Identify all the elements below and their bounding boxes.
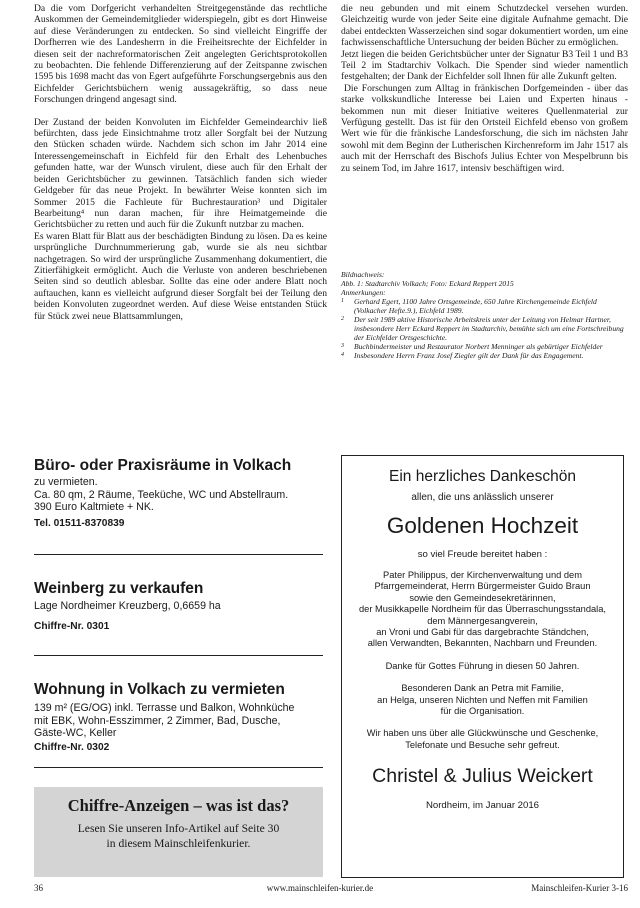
ad-phone: Tel. 01511-8370839 xyxy=(34,517,125,529)
ad-title: Weinberg zu verkaufen xyxy=(34,580,204,597)
ad-divider xyxy=(34,767,323,768)
footnote-number: 3 xyxy=(341,343,344,349)
issue-label: Mainschleifen-Kurier 3-16 xyxy=(531,883,628,893)
chiffre-box-line: in diesem Mainschleifenkurier. xyxy=(106,836,251,850)
ad-line: Gäste-WC, Keller xyxy=(34,727,117,740)
article-paragraph: Der Zustand der beiden Konvoluten im Eichfelder Gemeindearchiv ließ befürchten, dass jede Einsichtnahme trotz aller Sorgfalt bei der Nutzung den Stücken schaden würde. Nachdem sich schon im Jahr 2014 eine Interessengemeinschaft in Eichfeld für den Erhalt des Lehenbuches gefunden hatte, war der Wunsch virulent, diese auch für den Erhalt der beiden Gerichtsbücher zu gewinnen. Tatsächlich fanden sich wieder Geldgeber für das neue Projekt. In bewährter Weise konnten sich im Sommer 2015 die Fachleute für Buchrestauration³ und Digitaler Bearbeitung⁴ nun daran machen, für ihre Heimatgemeinde die Gerichtsbücher zu retten und auch für die Zukunft nutzbar zu machen. xyxy=(34,116,327,231)
thanks-line: für die Organisation. xyxy=(440,706,525,717)
footnote-number: 1 xyxy=(341,298,344,304)
ad-office-rental xyxy=(34,456,323,530)
thanks-line: Danke für Gottes Führung in diesen 50 Jahren. xyxy=(385,660,580,671)
thanks-line: Pater Philippus, der Kirchenverwaltung und dem xyxy=(383,570,582,580)
thanks-paragraph xyxy=(342,683,623,717)
article-left-column xyxy=(34,3,327,322)
footnote-text: Buchbindermeister und Restaurator Norbert Menninger als gebürtiger Eichfelder xyxy=(354,342,603,351)
footnote xyxy=(341,315,628,342)
thanks-line: Pfarrgemeinderat, Herrn Bürgermeister Guido Braun xyxy=(374,581,591,592)
footer-url[interactable]: www.mainschleifen-kurier.de xyxy=(266,883,374,893)
thanks-subheading: allen, die uns anlässlich unserer xyxy=(411,492,554,503)
ad-chiffre: Chiffre-Nr. 0301 xyxy=(34,620,110,632)
chiffre-box-line: Lesen Sie unseren Info-Artikel auf Seite 30 xyxy=(77,822,280,835)
chiffre-box-title: Chiffre-Anzeigen – was ist das? xyxy=(67,796,290,815)
thanks-paragraph xyxy=(342,570,623,650)
ad-divider xyxy=(34,554,323,555)
thanks-line: Telefonate und Besuche sehr gefreut. xyxy=(405,739,560,750)
thanks-line: Wir haben uns über alle Glückwünsche und Geschenke, xyxy=(366,728,599,739)
article-paragraph: Jetzt liegen die beiden Gerichtsbücher unter der Signatur B3 Teil 1 und B3 Teil 2 im Stadtarchiv Volkach. Die Spender sind wieder namentlich festgehalten; der Dank der Eichfelder soll Ihnen für alle Zukunft gelten. xyxy=(341,48,628,83)
thanks-line: dem Männergesangverein, xyxy=(427,615,538,626)
thanks-notice xyxy=(341,455,624,878)
article-right-column xyxy=(341,3,628,174)
footnote-text: Insbesondere Herrn Franz Josef Ziegler gilt der Dank für das Engagement. xyxy=(354,351,584,360)
footnote xyxy=(341,342,628,351)
page-number: 36 xyxy=(34,883,43,893)
bildnachweis-text: Abb. 1: Stadtarchiv Volkach; Foto: Eckard Reppert 2015 xyxy=(341,279,514,288)
thanks-line: Besonderen Dank an Petra mit Familie, xyxy=(401,683,564,694)
thanks-line: an Helga, unseren Nichten und Neffen mit Familien xyxy=(377,694,588,705)
article-paragraph: die neu gebunden und mit einem Schutzdeckel versehen wurden. Gleichzeitig wurde von jeder Seite eine digitale Aufnahme gemacht. Die dabei entdeckten Wasserzeichen sind sogar dokumentiert worden, um eine fachwissenschaftliche Untersuchung der beiden Bücher zu ermöglichen. xyxy=(341,3,628,49)
ad-line: Lage Nordheimer Kreuzberg, 0,6659 ha xyxy=(34,600,221,612)
thanks-paragraph xyxy=(342,728,623,751)
article-paragraph: Die Forschungen zum Alltag in fränkischen Dorfgemeinden - über das starke volkskundliche Interesse bei Laien und Experten hinaus - bekommen nun mit dieser Initiative weiteres Quellenmaterial zur Verfügung gestellt. Das ist für den Ortsteil Eichfeld ebenso von großem Wert wie für die fränkische Landesforschung, die sich im nächsten Jahr sowohl mit dem Beginn der Lutherischen Kirchenreform im Jahr 1517 als auch mit der Herrschaft des Bischofs Julius Echter von Mespelbrunn bis zu seinem Tod, im Jahre 1617, intensiv beschäftigen wird. xyxy=(341,82,628,174)
article-paragraph: Da die vom Dorfgericht verhandelten Streitgegenstände das rechtliche Auskommen der Gemeindemitglieder widerspiegeln, gibt es dort Hinweise auf diese Veränderungen zu entdecken. So sind vielleicht Eingriffe der Dorfherren wie des Landesherrn in die Freiheitsrechte der Eichfelder in diesen seit der nachreformatorischen Zeit angelegten Gerichtsprotokollen zu beobachten. Die fehlende Differenzierung auf der Zeitspanne zwischen 1595 bis 1698 macht das von Egert aufgeführte Forschungsergebnis aus den Eichfelder Gerichtsbüchern wenig aussagekräftig, so dass neue Forschungen dringend angesagt sind. xyxy=(34,3,327,106)
ad-title: Wohnung in Volkach zu vermieten xyxy=(34,681,285,698)
credits-notes xyxy=(341,270,628,360)
golden-wedding-title: Goldenen Hochzeit xyxy=(386,513,579,538)
article-paragraph: Es waren Blatt für Blatt aus der beschädigten Bindung zu lösen. Da es keine ursprüngliche Durchnummerierung gab, wurde sie als neu sichtbar nachgetragen. So wird der ursprüngliche Zusammenhang dokumentiert, die Zitierfähigkeit ermöglicht. Auch die Verluste von anderen beschriebenen Seiten sind so deutlich ablesbar. Sollte das eine oder andere Blatt noch auftauchen, kann es vielleicht aufgrund dieser Sorgfalt bei der Teilung den beiden Konvoluten zugeordnet werden. Auf diese Weise entstanden Stück für Stück zwei neue Blattsammlungen, xyxy=(34,230,327,322)
thanks-heading: Ein herzliches Dankeschön xyxy=(389,468,576,485)
footnote xyxy=(341,297,628,315)
footnote-text: Gerhard Egert, 1100 Jahre Ortsgemeinde, 650 Jahre Kirchengemeinde Eichfeld (Volkacher Hefte.9.), Eichfeld 1989. xyxy=(354,297,597,315)
footnote-number: 4 xyxy=(341,352,344,358)
signature-names: Christel & Julius Weickert xyxy=(372,765,593,788)
ad-flat-rental xyxy=(34,680,323,754)
ad-line: 390 Euro Kaltmiete + NK. xyxy=(34,501,154,514)
footnote xyxy=(341,351,628,360)
anmerkungen-heading: Anmerkungen: xyxy=(341,288,386,297)
footnote-text: Der seit 1989 aktive Historische Arbeitskreis unter der Leitung von Helmar Hartner, insbesondere Herr Eckard Reppert im Stadtarchiv, bemühte sich um eine Fortschreibung der Eichfelder Ortsgeschichte. xyxy=(354,315,624,342)
bildnachweis-heading: Bildnachweis: xyxy=(341,270,385,279)
place-date: Nordheim, im Januar 2016 xyxy=(425,800,540,812)
thanks-line: allen Verwandten, Bekannten, Nachbarn und Freunden. xyxy=(367,638,598,649)
ad-line: Ca. 80 qm, 2 Räume, Teeküche, WC und Abstellraum. xyxy=(34,488,289,501)
thanks-intro: so viel Freude bereitet haben : xyxy=(417,549,548,560)
ad-divider xyxy=(34,655,323,656)
ad-chiffre: Chiffre-Nr. 0302 xyxy=(34,741,110,753)
ad-title: Büro- oder Praxisräume in Volkach xyxy=(34,457,292,474)
thanks-line: sowie den Gemeindesekretärinnen, xyxy=(409,592,556,603)
chiffre-info-box xyxy=(34,787,323,877)
ad-line: mit EBK, Wohn-Esszimmer, 2 Zimmer, Bad, Dusche, xyxy=(34,714,281,727)
footnote-number: 2 xyxy=(341,316,344,322)
ad-vineyard-sale xyxy=(34,579,323,633)
ad-line: 139 m² (EG/OG) inkl. Terrasse und Balkon, Wohnküche xyxy=(34,702,295,714)
ad-line: zu vermieten. xyxy=(34,476,98,488)
thanks-line: an Vroni und Gabi für das dargebrachte Ständchen, xyxy=(376,627,589,638)
thanks-line: der Musikkapelle Nordheim für das Überraschungsstandala, xyxy=(358,604,606,615)
